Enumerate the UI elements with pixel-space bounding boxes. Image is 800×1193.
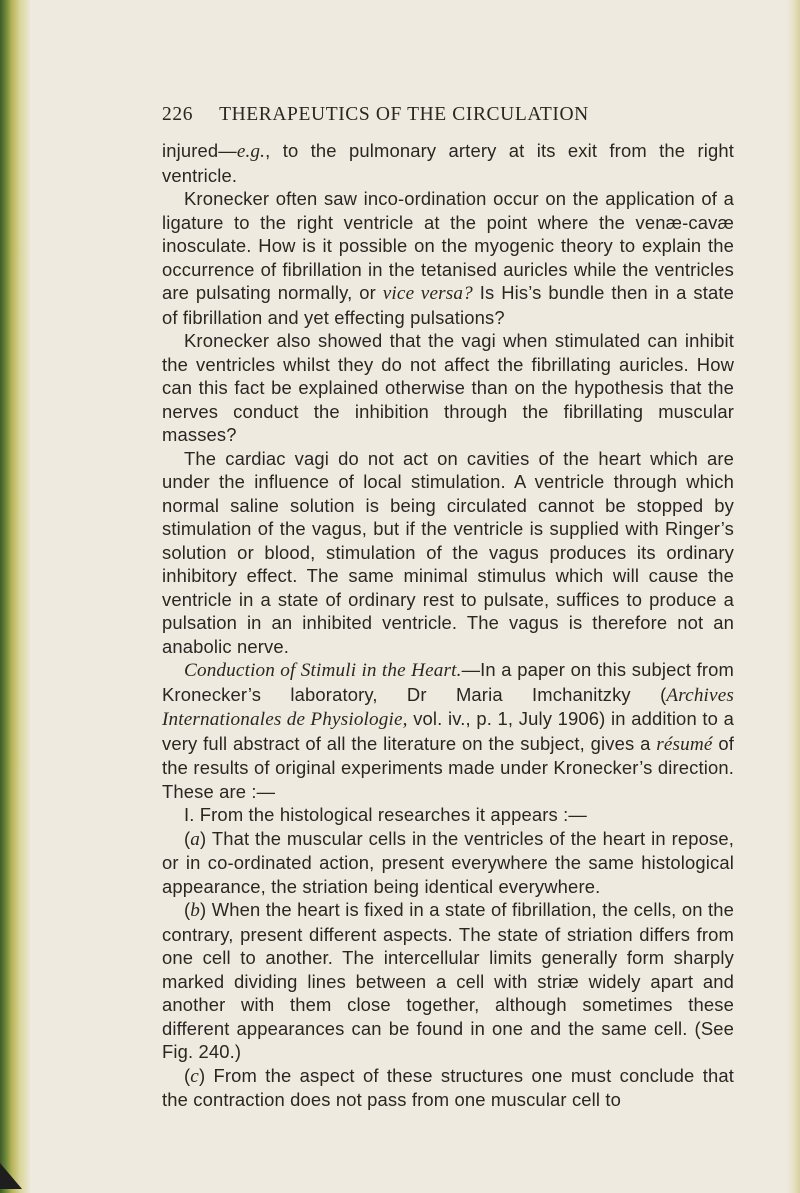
paragraph-9: (c) From the aspect of these structures one must conclude that the contraction does not pass from one muscular cell to: [162, 1064, 734, 1110]
paragraph-4: The cardiac vagi do not act on cavities of the heart which are under the influence of local stimulation. A ventricle through which normal saline solution is being circulated cannot be stopped by stimulation of the vagus, but if the ventricle is supplied with Ringer’s solution or blood, stimulation of the vagus produces its ordinary inhibitory effect. The same minimal stimulus which will cause the ventricle in a state of ordinary rest to pulsate, suffices to produce a pulsation in an inhibited ventricle. The vagus is therefore not an anabolic nerve.: [162, 447, 734, 657]
page-number: 226: [162, 104, 194, 125]
page-binding-edge-left: [0, 0, 30, 1193]
paragraph-1: injured—e.g., to the pulmonary artery at its exit from the right ventricle.: [162, 140, 734, 186]
journal-title: Archives Internationales de Physiologie,: [162, 684, 734, 730]
corner-mark: [0, 1163, 22, 1189]
running-title: THERAPEUTICS OF THE CIRCULATION: [219, 104, 589, 125]
section-heading: Conduction of Stimuli in the Heart.: [184, 660, 462, 681]
paragraph-8: (b) When the heart is fixed in a state of fibrillation, the cells, on the contrary, present different aspects. The state of striation differs from one cell to another. The intercellular limits generally form sharply marked dividing lines between a cell with striæ widely apart and another with them close together, although sometimes these different appearances can be found in one and the same cell. (See Fig. 240.): [162, 899, 734, 1062]
paragraph-5: Conduction of Stimuli in the Heart.—In a paper on this subject from Kronecker’s laboratory, Dr Maria Imchanitzky (Archives Internationales de Physiologie, vol. iv., p. 1, July 1906) in addition to a very full abstract of all the literature on the subject, gives a résumé of the results of original experiments made under Kronecker’s direction. These are :—: [162, 659, 735, 802]
paragraph-2: Kronecker often saw inco-ordination occur on the application of a ligature to the right ventricle at the point where the venæ-cavæ inosculate. How is it possible on the myogenic theory to explain the occurrence of fibrillation in the tetanised auricles while the ventricles are pulsating normally, or vice versa? Is His’s bundle then in a state of fibrillation and yet effecting pulsations?: [162, 188, 734, 328]
paragraph-6: I. From the histological researches it appears :—: [184, 804, 587, 825]
paragraph-7: (a) That the muscular cells in the ventricles of the heart in repose, or in co-ordinated action, present everywhere the same histological appearance, the striation being identical everywhere.: [162, 827, 734, 897]
paragraph-3: Kronecker also showed that the vagi when stimulated can inhibit the ventricles whilst they do not affect the fibrillating auricles. How can this fact be explained otherwise than on the hypothesis that the nerves conduct the inhibition through the fibrillating muscular masses?: [162, 330, 734, 445]
page-edge-right: [786, 0, 800, 1193]
running-header: [162, 104, 762, 126]
body-text: [162, 139, 734, 1112]
